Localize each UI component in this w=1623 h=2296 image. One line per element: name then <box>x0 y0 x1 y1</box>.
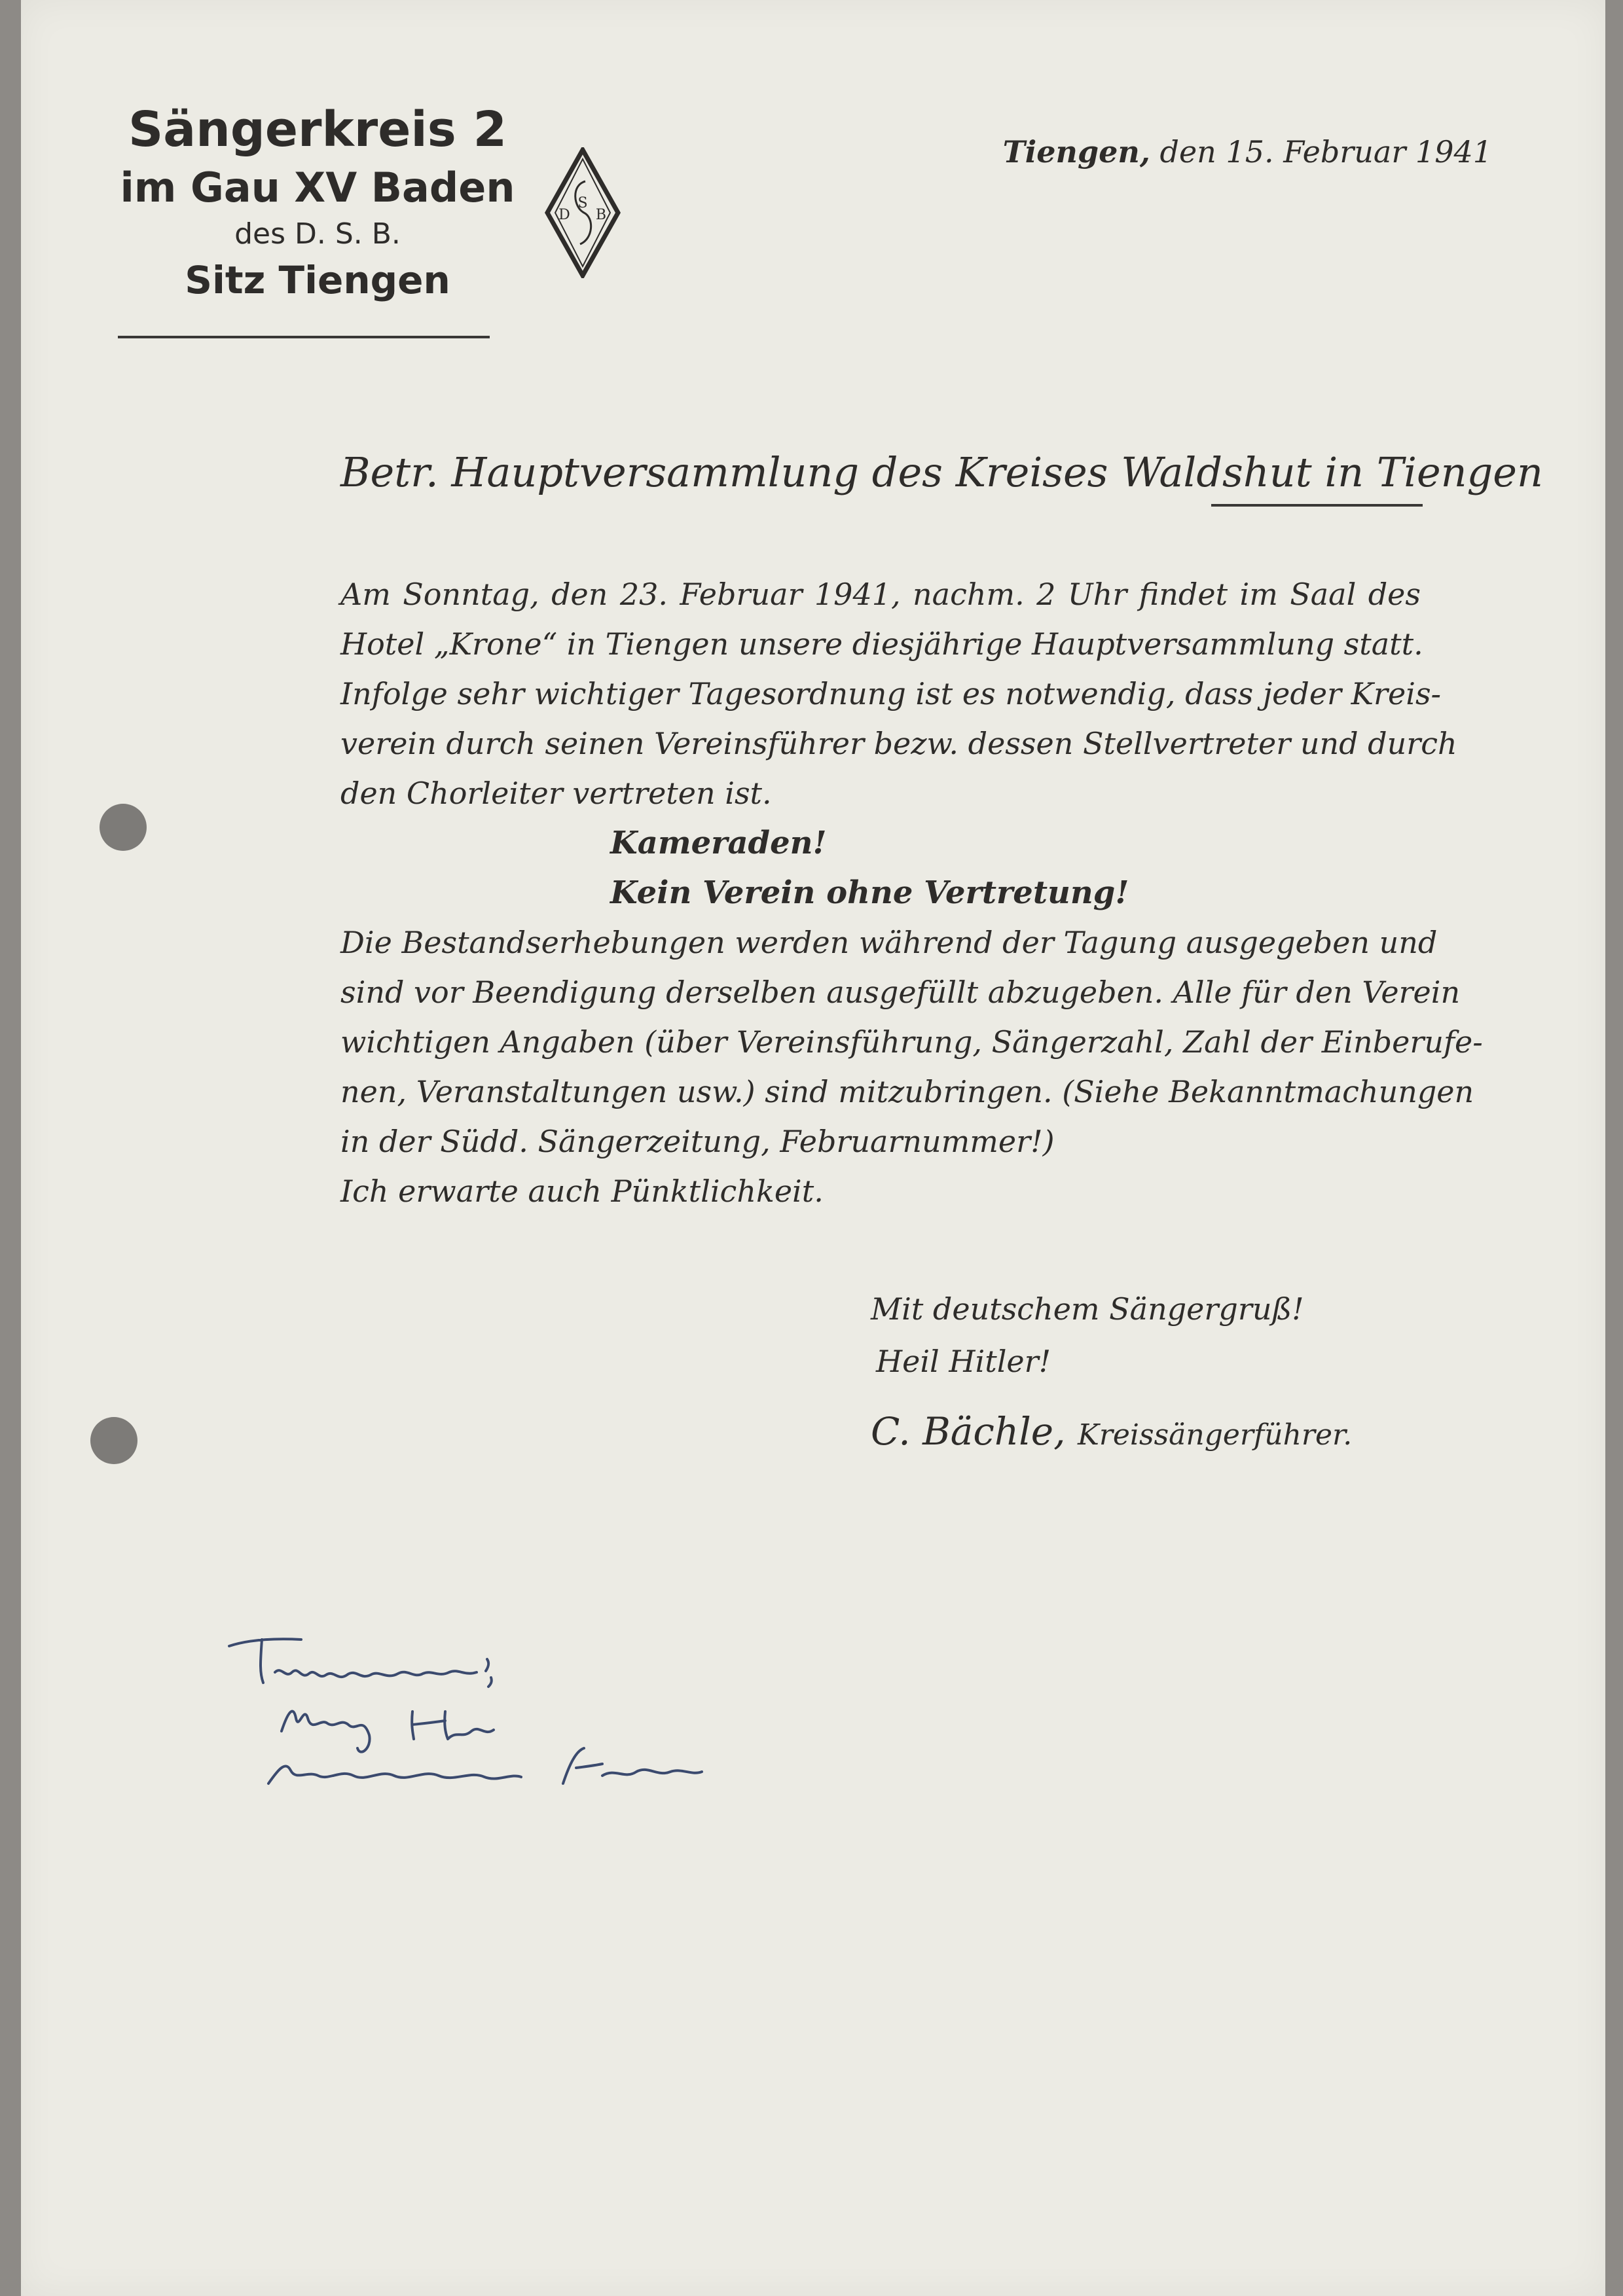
emblem-letter-b: B <box>595 207 607 223</box>
letter-body <box>340 569 1483 1216</box>
letter-date <box>1003 134 1492 170</box>
emblem-letter-d: D <box>558 207 570 223</box>
appeal-comrades: Kameraden! <box>610 825 827 861</box>
punch-hole-upper <box>100 804 147 851</box>
closing-block <box>871 1283 1352 1467</box>
date-text: den 15. Februar 1941 <box>1159 134 1492 170</box>
body-line: wichtigen Angaben (über Vereinsführung, Sängerzahl, Zahl der Einberufe- <box>340 1024 1483 1060</box>
letterhead-subtitle: im Gau XV Baden <box>120 164 515 211</box>
handwritten-note <box>223 1620 851 1797</box>
closing-signature <box>871 1395 1352 1467</box>
punch-hole-lower <box>90 1417 137 1464</box>
body-line: Die Bestandserhebungen werden während der Tagung ausgegeben und <box>340 925 1438 960</box>
subject-line: Betr. Hauptversammlung des Kreises Waldshut in Tiengen <box>340 448 1543 496</box>
date-place: Tiengen, <box>1002 134 1150 170</box>
subject-underline <box>1211 504 1423 507</box>
body-line: Hotel „Krone“ in Tiengen unsere diesjährige Hauptversammlung statt. <box>340 626 1423 662</box>
body-line: Ich erwarte auch Pünktlichkeit. <box>340 1174 824 1209</box>
letterhead <box>118 98 517 306</box>
body-line: nen, Veranstaltungen usw.) sind mitzubringen. (Siehe Bekanntmachungen <box>340 1074 1474 1109</box>
body-line: Am Sonntag, den 23. Februar 1941, nachm. 2 Uhr findet im Saal des <box>340 577 1421 612</box>
body-line: den Chorleiter vertreten ist. <box>340 776 772 811</box>
body-line: sind vor Beendigung derselben ausgefüllt abzugeben. Alle für den Verein <box>340 975 1461 1010</box>
body-line: Infolge sehr wichtiger Tagesordnung ist es notwendig, dass jeder Kreis- <box>340 676 1442 711</box>
emblem-letter-s: S <box>577 195 588 211</box>
body-line: verein durch seinen Vereinsführer bezw. dessen Stellvertreter und durch <box>340 726 1457 761</box>
letterhead-org: des D. S. B. <box>234 217 401 251</box>
appeal-no-club-absent: Kein Verein ohne Vertretung! <box>610 874 1129 911</box>
closing-salute: Heil Hitler! <box>876 1344 1051 1379</box>
signer-role: Kreissängerführer. <box>1077 1418 1353 1452</box>
letterhead-seat: Sitz Tiengen <box>185 258 450 302</box>
signer-name: C. Bächle, <box>871 1409 1066 1454</box>
letterhead-title: Sängerkreis 2 <box>128 101 507 158</box>
letterhead-rule <box>118 336 490 338</box>
dsb-emblem-icon <box>545 147 621 278</box>
body-line: in der Südd. Sängerzeitung, Februarnummer!) <box>340 1124 1055 1159</box>
closing-greeting: Mit deutschem Sängergruß! <box>871 1291 1304 1327</box>
